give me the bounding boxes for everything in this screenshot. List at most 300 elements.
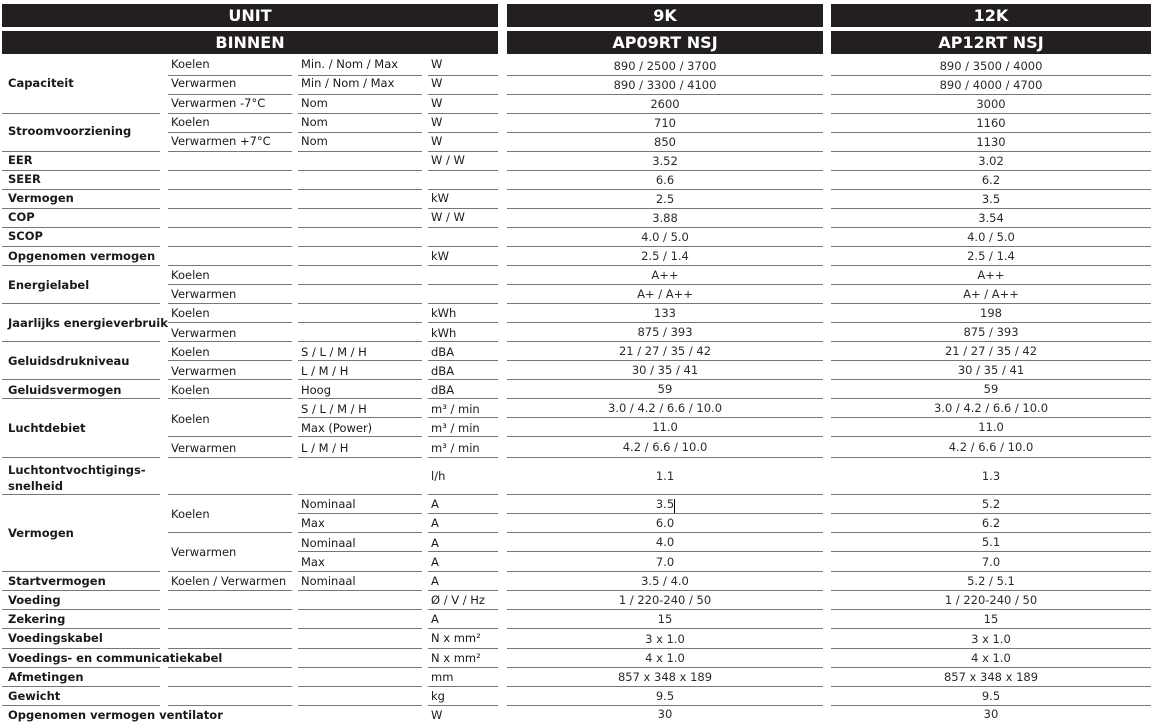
row-divider xyxy=(428,265,498,266)
row-divider xyxy=(428,379,498,380)
row-divider xyxy=(168,265,292,266)
value-cell-v1: 59 xyxy=(657,382,673,396)
row-divider xyxy=(168,705,292,706)
row-divider xyxy=(428,246,498,247)
text-cursor xyxy=(674,499,675,513)
row-divider xyxy=(428,284,498,285)
row-divider xyxy=(2,341,160,342)
row-divider xyxy=(168,609,292,610)
value-cell-v2: 6.2 xyxy=(981,516,1001,530)
row-label-vermogen-kw: Vermogen xyxy=(8,191,74,205)
row-divider xyxy=(168,532,292,533)
header-unit: UNIT xyxy=(2,4,498,27)
row-divider xyxy=(507,246,823,247)
value-cell-v2: 21 / 27 / 35 / 42 xyxy=(944,344,1038,358)
row-label-startvermogen: Startvermogen xyxy=(8,574,106,588)
unit-label: m³ / min xyxy=(431,441,480,455)
unit-label: Ø / V / Hz xyxy=(431,593,485,607)
row-label-luchtdebiet: Luchtdebiet xyxy=(8,421,86,435)
row-divider xyxy=(507,379,823,380)
value-cell-v1: 7.0 xyxy=(655,555,675,569)
row-divider xyxy=(2,609,160,610)
row-divider xyxy=(168,457,292,458)
row-divider xyxy=(428,113,498,114)
value-cell-v1: 1.1 xyxy=(655,469,675,483)
row-divider xyxy=(507,113,823,114)
value-cell-v1: 3 x 1.0 xyxy=(645,632,685,646)
row-divider xyxy=(168,667,292,668)
row-divider xyxy=(507,590,823,591)
row-label-stroomvoorziening: Stroomvoorziening xyxy=(8,124,132,138)
value-cell-v1: 133 xyxy=(654,306,676,320)
row-divider xyxy=(2,457,160,458)
row-divider xyxy=(2,227,160,228)
row-divider xyxy=(831,360,1151,361)
value-cell-v1: 3.5 xyxy=(655,497,675,511)
value-cell-v1: 2.5 xyxy=(655,192,675,206)
unit-label: N x mm² xyxy=(431,631,481,645)
mode-label: Koelen xyxy=(171,345,210,359)
row-divider xyxy=(298,379,422,380)
condition-label: Min. / Nom / Max xyxy=(301,57,399,71)
row-divider xyxy=(298,94,422,95)
row-divider xyxy=(298,648,422,649)
value-cell-v1: 6.0 xyxy=(655,516,675,530)
condition-label: L / M / H xyxy=(301,441,349,455)
mode-label: Verwarmen xyxy=(171,364,237,378)
mode-label: Koelen xyxy=(171,115,210,129)
row-divider xyxy=(831,436,1151,437)
value-cell-v1: 11.0 xyxy=(652,420,678,434)
row-divider xyxy=(428,360,498,361)
value-cell-v1: 6.6 xyxy=(655,173,675,187)
value-cell-v2: 1160 xyxy=(976,116,1006,130)
row-divider xyxy=(168,132,292,133)
unit-label: W xyxy=(431,134,443,148)
row-divider xyxy=(168,360,292,361)
row-divider xyxy=(298,151,422,152)
row-divider xyxy=(831,170,1151,171)
row-divider xyxy=(2,686,160,687)
row-divider xyxy=(2,379,160,380)
unit-label: W xyxy=(431,708,443,722)
row-divider xyxy=(2,246,160,247)
row-divider xyxy=(507,494,823,495)
mode-label: Koelen xyxy=(171,383,210,397)
unit-label: A xyxy=(431,497,439,511)
unit-label: kW xyxy=(431,249,450,263)
row-divider xyxy=(428,303,498,304)
row-divider xyxy=(298,667,422,668)
value-cell-v1: 1 / 220-240 / 50 xyxy=(618,593,712,607)
row-divider xyxy=(428,494,498,495)
row-divider xyxy=(507,284,823,285)
row-divider xyxy=(298,457,422,458)
row-divider xyxy=(831,113,1151,114)
row-divider xyxy=(831,686,1151,687)
row-divider xyxy=(298,113,422,114)
condition-label: Nominaal xyxy=(301,536,356,550)
row-divider xyxy=(831,648,1151,649)
row-divider xyxy=(298,494,422,495)
row-divider xyxy=(2,208,160,209)
row-divider xyxy=(298,227,422,228)
row-divider xyxy=(831,284,1151,285)
row-divider xyxy=(428,208,498,209)
row-divider xyxy=(168,590,292,591)
value-cell-v1: A++ xyxy=(651,268,679,282)
row-divider xyxy=(168,436,292,437)
row-divider xyxy=(507,513,823,514)
value-cell-v1: 890 / 2500 / 3700 xyxy=(613,59,717,73)
row-divider xyxy=(428,513,498,514)
row-label-communicatiekabel: Voedings- en communicatiekabel xyxy=(8,651,223,665)
unit-label: A xyxy=(431,555,439,569)
row-divider xyxy=(831,551,1151,552)
row-divider xyxy=(831,208,1151,209)
row-divider xyxy=(2,265,160,266)
value-cell-v1: 9.5 xyxy=(655,689,675,703)
value-cell-v2: 2.5 / 1.4 xyxy=(967,249,1015,263)
row-divider xyxy=(831,379,1151,380)
unit-label: W xyxy=(431,96,443,110)
row-divider xyxy=(298,170,422,171)
row-divider xyxy=(831,417,1151,418)
row-divider xyxy=(2,189,160,190)
row-divider xyxy=(168,189,292,190)
row-divider xyxy=(507,75,823,76)
unit-label: A xyxy=(431,536,439,550)
row-divider xyxy=(298,246,422,247)
row-divider xyxy=(507,609,823,610)
row-divider xyxy=(298,513,422,514)
row-divider xyxy=(428,132,498,133)
row-divider xyxy=(168,379,292,380)
value-cell-v1: 2.5 / 1.4 xyxy=(641,249,689,263)
row-divider xyxy=(168,648,292,649)
row-divider xyxy=(2,170,160,171)
row-divider xyxy=(831,609,1151,610)
row-divider xyxy=(2,494,160,495)
row-divider xyxy=(831,571,1151,572)
row-divider xyxy=(428,151,498,152)
row-divider xyxy=(507,686,823,687)
condition-label: Nom xyxy=(301,115,328,129)
value-cell-v2: 30 / 35 / 41 xyxy=(957,363,1025,377)
value-cell-v1: 2600 xyxy=(650,97,680,111)
row-label-voedingskabel: Voedingskabel xyxy=(8,631,103,645)
value-cell-v2: 7.0 xyxy=(981,555,1001,569)
unit-label: W xyxy=(431,57,443,71)
row-divider xyxy=(168,494,292,495)
row-divider xyxy=(831,151,1151,152)
value-cell-v2: 890 / 3500 / 4000 xyxy=(939,59,1043,73)
unit-label: W xyxy=(431,115,443,129)
value-cell-v1: 4 x 1.0 xyxy=(645,651,685,665)
condition-label: L / M / H xyxy=(301,364,349,378)
row-divider xyxy=(428,590,498,591)
unit-label: A xyxy=(431,516,439,530)
value-cell-v1: 3.52 xyxy=(652,154,678,168)
row-divider xyxy=(428,628,498,629)
row-divider xyxy=(507,360,823,361)
row-divider xyxy=(507,170,823,171)
row-label-eer: EER xyxy=(8,153,33,167)
row-divider xyxy=(831,494,1151,495)
value-cell-v1: 3.88 xyxy=(652,211,678,225)
value-cell-v2: 1 / 220-240 / 50 xyxy=(944,593,1038,607)
unit-label: kWh xyxy=(431,306,457,320)
row-divider xyxy=(168,94,292,95)
row-divider xyxy=(428,457,498,458)
row-divider xyxy=(428,436,498,437)
value-cell-v2: 4.2 / 6.6 / 10.0 xyxy=(948,440,1034,454)
row-divider xyxy=(428,417,498,418)
row-divider xyxy=(831,303,1151,304)
row-divider xyxy=(428,609,498,610)
unit-label: N x mm² xyxy=(431,651,481,665)
unit-label: dBA xyxy=(431,364,455,378)
unit-label: A xyxy=(431,612,439,626)
row-divider xyxy=(831,322,1151,323)
header-col1-model: AP09RT NSJ xyxy=(507,31,823,54)
value-cell-v2: 1.3 xyxy=(981,469,1001,483)
row-divider xyxy=(507,532,823,533)
row-divider xyxy=(168,628,292,629)
row-divider xyxy=(507,341,823,342)
row-divider xyxy=(831,132,1151,133)
row-divider xyxy=(298,132,422,133)
row-divider xyxy=(507,457,823,458)
value-cell-v2: 3000 xyxy=(976,97,1006,111)
value-cell-v1: 890 / 3300 / 4100 xyxy=(613,78,717,92)
row-divider xyxy=(298,75,422,76)
value-cell-v1: 21 / 27 / 35 / 42 xyxy=(618,344,712,358)
row-divider xyxy=(168,208,292,209)
unit-label: W xyxy=(431,76,443,90)
row-divider xyxy=(168,322,292,323)
row-divider xyxy=(168,303,292,304)
value-cell-v2: 6.2 xyxy=(981,173,1001,187)
row-divider xyxy=(831,667,1151,668)
mode-label: Koelen xyxy=(171,507,210,521)
row-divider xyxy=(428,189,498,190)
row-divider xyxy=(298,532,422,533)
row-label-energielabel: Energielabel xyxy=(8,278,90,292)
row-divider xyxy=(168,151,292,152)
header-col1-size: 9K xyxy=(507,4,823,27)
row-divider xyxy=(2,303,160,304)
row-divider xyxy=(2,571,160,572)
value-cell-v2: 198 xyxy=(980,306,1002,320)
row-divider xyxy=(298,551,422,552)
row-divider xyxy=(507,417,823,418)
row-label-ventilator: Opgenomen vermogen ventilator xyxy=(8,708,223,722)
row-divider xyxy=(2,648,160,649)
value-cell-v2: 5.2 / 5.1 xyxy=(967,574,1015,588)
condition-label: Max xyxy=(301,555,325,569)
row-divider xyxy=(831,189,1151,190)
row-divider xyxy=(507,648,823,649)
condition-label: Max (Power) xyxy=(301,421,373,435)
mode-label: Verwarmen xyxy=(171,287,237,301)
value-cell-v2: 890 / 4000 / 4700 xyxy=(939,78,1043,92)
condition-label: Nominaal xyxy=(301,574,356,588)
row-divider xyxy=(2,590,160,591)
row-divider xyxy=(831,398,1151,399)
row-divider xyxy=(507,189,823,190)
condition-label: Max xyxy=(301,516,325,530)
mode-label: Koelen xyxy=(171,412,210,426)
row-divider xyxy=(831,457,1151,458)
row-divider xyxy=(298,265,422,266)
mode-label: Verwarmen -7°C xyxy=(171,96,266,110)
value-cell-v1: 30 xyxy=(657,707,673,721)
row-divider xyxy=(2,398,160,399)
condition-label: S / L / M / H xyxy=(301,402,367,416)
row-divider xyxy=(298,417,422,418)
row-divider xyxy=(298,322,422,323)
value-cell-v2: 1130 xyxy=(976,135,1006,149)
condition-label: Hoog xyxy=(301,383,332,397)
unit-label: dBA xyxy=(431,345,455,359)
row-divider xyxy=(507,227,823,228)
row-label-cop: COP xyxy=(8,210,35,224)
mode-label: Koelen xyxy=(171,306,210,320)
row-divider xyxy=(831,341,1151,342)
row-divider xyxy=(507,208,823,209)
row-divider xyxy=(428,227,498,228)
row-divider xyxy=(831,705,1151,706)
row-divider xyxy=(831,265,1151,266)
row-label-luchtontvochtiging: Luchtontvochtigings- snelheid xyxy=(8,463,146,493)
row-divider xyxy=(168,284,292,285)
unit-label: A xyxy=(431,574,439,588)
value-cell-v1: 4.0 xyxy=(655,535,675,549)
row-label-voeding: Voeding xyxy=(8,593,61,607)
row-divider xyxy=(168,571,292,572)
row-divider xyxy=(428,341,498,342)
row-label-opgenomen-vermogen: Opgenomen vermogen xyxy=(8,249,156,263)
value-cell-v2: 30 xyxy=(983,707,999,721)
row-divider xyxy=(298,189,422,190)
row-divider xyxy=(168,341,292,342)
unit-label: m³ / min xyxy=(431,402,480,416)
row-divider xyxy=(2,151,160,152)
row-divider xyxy=(298,628,422,629)
unit-label: kg xyxy=(431,689,445,703)
condition-label: Nom xyxy=(301,134,328,148)
row-divider xyxy=(428,705,498,706)
value-cell-v2: 11.0 xyxy=(978,420,1004,434)
row-divider xyxy=(831,94,1151,95)
value-cell-v2: 5.1 xyxy=(981,535,1001,549)
value-cell-v2: 857 x 348 x 189 xyxy=(943,670,1039,684)
mode-label: Koelen xyxy=(171,268,210,282)
row-divider xyxy=(298,571,422,572)
mode-label: Verwarmen xyxy=(171,545,237,559)
header-binnen: BINNEN xyxy=(2,31,498,54)
value-cell-v2: 4 x 1.0 xyxy=(971,651,1011,665)
unit-label: mm xyxy=(431,670,454,684)
row-divider xyxy=(2,705,160,706)
row-label-zekering: Zekering xyxy=(8,612,66,626)
row-divider xyxy=(507,322,823,323)
row-divider xyxy=(298,360,422,361)
row-divider xyxy=(298,590,422,591)
unit-label: l/h xyxy=(431,469,446,483)
row-divider xyxy=(507,303,823,304)
row-divider xyxy=(428,398,498,399)
row-label-vermogen-a: Vermogen xyxy=(8,526,74,540)
mode-label: Verwarmen xyxy=(171,76,237,90)
value-cell-v2: 3.02 xyxy=(978,154,1004,168)
mode-label: Koelen / Verwarmen xyxy=(171,574,287,588)
value-cell-v1: 710 xyxy=(654,116,676,130)
value-cell-v2: A++ xyxy=(977,268,1005,282)
row-divider xyxy=(298,436,422,437)
row-divider xyxy=(507,436,823,437)
unit-label: kW xyxy=(431,191,450,205)
row-divider xyxy=(298,609,422,610)
row-divider xyxy=(168,686,292,687)
row-label-geluidsdrukniveau: Geluidsdrukniveau xyxy=(8,354,130,368)
row-divider xyxy=(428,667,498,668)
row-divider xyxy=(507,151,823,152)
row-divider xyxy=(428,532,498,533)
row-divider xyxy=(168,246,292,247)
row-divider xyxy=(507,94,823,95)
value-cell-v2: 3.0 / 4.2 / 6.6 / 10.0 xyxy=(933,401,1049,415)
row-divider xyxy=(298,686,422,687)
value-cell-v1: A+ / A++ xyxy=(637,287,693,301)
mode-label: Verwarmen xyxy=(171,441,237,455)
row-divider xyxy=(168,113,292,114)
value-cell-v1: 875 / 393 xyxy=(637,325,693,339)
mode-label: Verwarmen xyxy=(171,326,237,340)
row-divider xyxy=(298,284,422,285)
value-cell-v1: 4.0 / 5.0 xyxy=(641,230,689,244)
row-label-jaarlijks-energieverbruik: Jaarlijks energieverbruik xyxy=(8,316,168,330)
row-divider xyxy=(831,75,1151,76)
value-cell-v1: 4.2 / 6.6 / 10.0 xyxy=(622,440,708,454)
row-divider xyxy=(428,170,498,171)
condition-label: Nom xyxy=(301,96,328,110)
mode-label: Verwarmen +7°C xyxy=(171,134,271,148)
row-label-scop: SCOP xyxy=(8,229,43,243)
value-cell-v2: 3.54 xyxy=(978,211,1004,225)
row-divider xyxy=(428,94,498,95)
row-divider xyxy=(2,113,160,114)
row-label-geluidsvermogen: Geluidsvermogen xyxy=(8,383,122,397)
header-col2-model: AP12RT NSJ xyxy=(831,31,1151,54)
row-divider xyxy=(428,551,498,552)
row-divider xyxy=(168,170,292,171)
row-divider xyxy=(298,341,422,342)
value-cell-v2: 4.0 / 5.0 xyxy=(967,230,1015,244)
value-cell-v2: 9.5 xyxy=(981,689,1001,703)
row-label-seer: SEER xyxy=(8,172,41,186)
row-divider xyxy=(428,686,498,687)
row-divider xyxy=(507,265,823,266)
row-divider xyxy=(298,705,422,706)
row-divider xyxy=(428,648,498,649)
value-cell-v1: 3.0 / 4.2 / 6.6 / 10.0 xyxy=(607,401,723,415)
condition-label: S / L / M / H xyxy=(301,345,367,359)
condition-label: Min / Nom / Max xyxy=(301,76,395,90)
value-cell-v1: 30 / 35 / 41 xyxy=(631,363,699,377)
row-label-afmetingen: Afmetingen xyxy=(8,670,84,684)
